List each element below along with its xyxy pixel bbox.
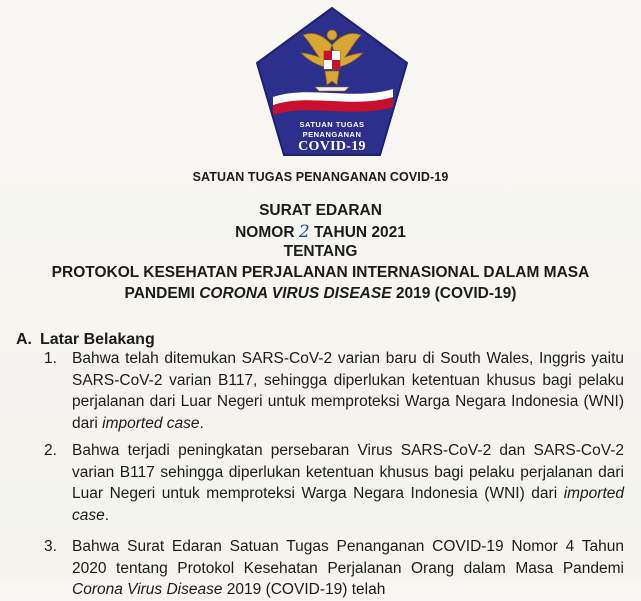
subject-line2-italic: CORONA VIRUS DISEASE	[199, 285, 392, 302]
item-italic: imported case	[72, 485, 624, 524]
item-text: Bahwa terjadi peningkatan persebaran Virus SARS-CoV-2 dan SARS-CoV-2 varian B117 sehingga diperlukan ketentuan khusus bagi pelaku perjalanan dari Luar Negeri untuk memproteksi Warga Negara Indonesia (WNI) dari	[72, 442, 624, 502]
item-end: 2019 (COVID-19) telah	[222, 581, 386, 598]
nomor-prefix: NOMOR	[235, 224, 295, 241]
tentang-label: TENTANG	[283, 243, 358, 260]
handwritten-number: 2	[298, 222, 310, 242]
list-item-number: 3.	[44, 538, 57, 555]
satgas-covid-logo	[253, 5, 411, 160]
item-italic: Corona Virus Disease	[72, 581, 223, 598]
item-italic: imported case	[102, 414, 200, 432]
section-letter: A.	[16, 331, 32, 348]
logo-text-line1: SATUAN TUGAS	[299, 120, 365, 129]
list-item	[44, 536, 624, 601]
subject-line2	[0, 285, 641, 303]
item-text: Bahwa telah ditemukan SARS-CoV-2 varian baru di South Wales, Inggris yaitu SARS-CoV-2 varian B117, sehingga diperlukan ketentuan khusus bagi pelaku perjalanan dari Luar Negeri untuk memproteksi Warga Negara Indonesia (WNI) dari	[72, 350, 624, 432]
item-end: .	[104, 506, 110, 524]
organization-title: SATUAN TUGAS PENANGANAN COVID-19	[192, 170, 449, 184]
item-end: .	[199, 414, 204, 432]
item-text: Bahwa Surat Edaran Satuan Tugas Penanganan COVID-19 Nomor 4 Tahun 2020 tentang Protokol Kesehatan Perjalanan Orang dalam Masa Pandemi	[72, 538, 624, 577]
list-item-text	[72, 348, 624, 434]
subject-line1: PROTOKOL KESEHATAN PERJALANAN INTERNASIONAL DALAM MASA	[51, 264, 590, 281]
nomor-suffix: TAHUN 2021	[313, 224, 406, 241]
list-item-text	[72, 536, 624, 601]
logo-text-line2: PENANGANAN	[302, 130, 362, 139]
section-heading	[16, 331, 155, 349]
section-title: Latar Belakang	[40, 331, 155, 348]
list-item	[44, 440, 624, 526]
list-item-text	[72, 440, 624, 526]
logo-text-line3: COVID-19	[298, 139, 366, 154]
subject-line2-pre: PANDEMI	[124, 285, 200, 302]
subject-line2-post: 2019 (COVID-19)	[391, 285, 517, 302]
document-number	[0, 223, 641, 242]
list-item-number: 1.	[44, 350, 57, 367]
list-item-number: 2.	[44, 442, 57, 459]
document-type: SURAT EDARAN	[259, 202, 382, 219]
list-item	[44, 348, 624, 434]
